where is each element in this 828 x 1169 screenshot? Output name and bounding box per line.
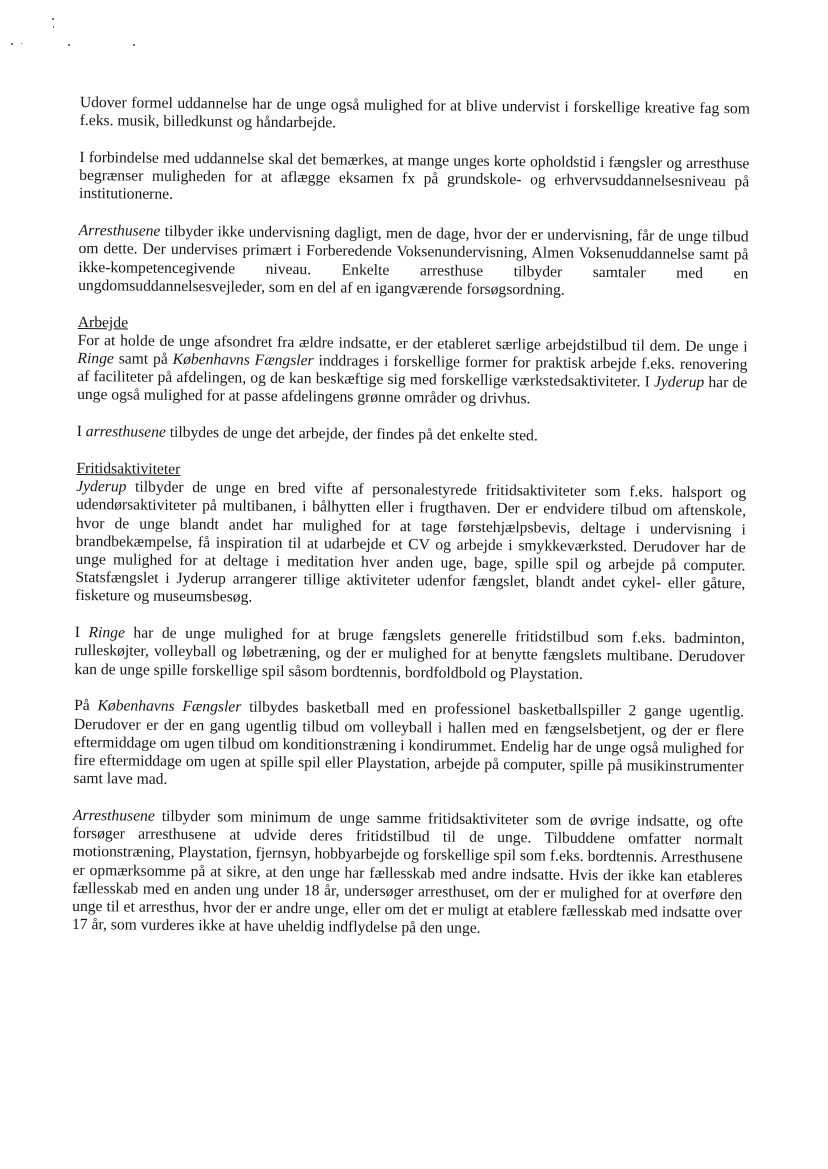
italic-text: Ringe <box>88 624 126 642</box>
text-run: For at holde de unge afsondret fra ældre indsatte, er der etableret særlige arbejdstilbud til dem. De unge i <box>77 331 748 356</box>
italic-text: Arresthusene <box>78 222 161 240</box>
italic-text: Københavns Fængsler <box>97 697 242 717</box>
text-run: inddrages i forskellige former for praktisk arbejde f.eks. renovering af faciliteter på afdelingen, og de kan beskæftige sig med forskellige værkstedsaktiviteter. I <box>77 352 748 391</box>
document-body <box>72 94 750 959</box>
text-run: Udover formel uddannelse har de unge også mulighed for at blive undervist i forskellige kreative fag som f.eks. musik, billedkunst og håndarbejde. <box>79 94 750 132</box>
text-run: tilbydes de unge det arbejde, der findes på det enkelte sted. <box>165 424 538 445</box>
paragraph-p5 <box>77 423 747 448</box>
paragraph-p9 <box>72 807 743 941</box>
text-run: har de unge mulighed for at bruge fængslets generelle fritidstilbud som f.eks. badminton, rulleskøjter, volleyball og løbetræning, og der er mulighed for at benytte fængslets multibane. Derudover kan de unge spille forskellige spil såsom bordtennis, bordfoldbold og Playstation. <box>74 624 745 683</box>
italic-text: Arresthusene <box>72 807 155 825</box>
italic-text: Jyderup <box>76 478 127 496</box>
text-run: tilbydes basketball med en professionel basketballspiller 2 gange ugentlig. Derudover er der en gang ugentlig tilbud om volleyball i hallen med en fængselsbetjent, og der er flere eftermiddage om ugen tilbud om konditionstræning i kondirummet. Endelig har de unge også mulighed for fire eftermiddage om ugen at spille spil eller Playstation, arbejde på computer, spille på musikinstrumenter samt lave mad. <box>73 699 745 789</box>
italic-text: Jyderup <box>653 373 705 392</box>
paragraph-p2 <box>79 149 749 210</box>
text-run: tilbyder som minimum de unge samme fritidsaktiviteter som de øvrige indsatte, og ofte forsøger arresthusene at udvide deres fritidstilbud til de unge. Tilbuddene omfatter normalt motionstræning, Playstation, fjernsyn, hobbyarbejde og forskellige spil som f.eks. bordtennis. Arresthusene er opmærksomme på at sikre, at den unge har fællesskab med andre indsatte. Hvis der ikke kan etableres fællesskab med en anden ung under 18 år, undersøger arresthuset, om der er mulighed for at overføre den unge til et arresthus, hvor der er andre unge, eller om det er muligt at etablere fællesskab med indsatte over 17 år, som vurderes ikke at have uheldig indflydelse på den unge. <box>71 807 744 938</box>
section-heading-fritid: Fritidsaktiviteter <box>76 459 181 478</box>
paragraph-p1 <box>80 94 750 137</box>
italic-text: arresthusene <box>85 423 166 442</box>
paragraph-h-fritid <box>75 478 746 612</box>
italic-text: Københavns Fængsler <box>172 350 314 370</box>
paragraph-h-arbejde <box>77 332 748 411</box>
text-run: På <box>74 697 98 715</box>
section-heading-arbejde: Arbejde <box>77 313 129 332</box>
text-run: har de unge også mulighed for at passe afdelingens grønne områder og drivhus. <box>77 374 748 408</box>
text-run: I <box>74 624 89 642</box>
paragraph-p8 <box>73 697 744 794</box>
text-run: samt på <box>113 350 173 368</box>
italic-text: Ringe <box>77 350 114 368</box>
paragraph-p7 <box>74 624 744 685</box>
text-run: I forbindelse med uddannelse skal det bemærkes, at mange unges korte opholdstid i fængsler og arresthuse begrænser muligheden for at aflægge eksamen fx på grundskole- og erhvervsuddannelsesniveau på institutionerne. <box>78 148 750 204</box>
text-run: tilbyder de unge en bred vifte af personalestyrede fritidsaktiviteter som f.eks. halsport og udendørsaktiviteter på multibanen, i bålhytten eller i frugthaven. Der er endvidere tilbud om aftenskole, hvor de unge blandt andet har mulighed for at tage førstehjælpsbevis, deltage i undervisning i brandbekæmpelse, få inspiration til at udarbejde et CV og arbejde i smykkeværksted. Derudover har de unge mulighed for at deltage i meditation hver anden uge, bage, spille spil og arbejde på computer. Statsfængslet i Jyderup arrangerer tillige aktiviteter udenfor fængslet, blandt andet cykel- eller gåture, fisketure og museumsbesøg. <box>75 478 747 607</box>
text-run: tilbyder ikke undervisning dagligt, men de dage, hvor der er undervisning, får de unge tilbud om dette. Der undervises primært i Forberedende Voksenundervisning, Almen Voksenuddannelse samt på ikke-kompetencegivende niveau. Enkelte arresthuse tilbyder samtaler med en ungdomsuddannelsesvejleder, som en del af en igangværende forsøgsordning. <box>78 222 749 299</box>
paragraph-p3 <box>78 222 749 301</box>
text-run: I <box>76 423 86 441</box>
